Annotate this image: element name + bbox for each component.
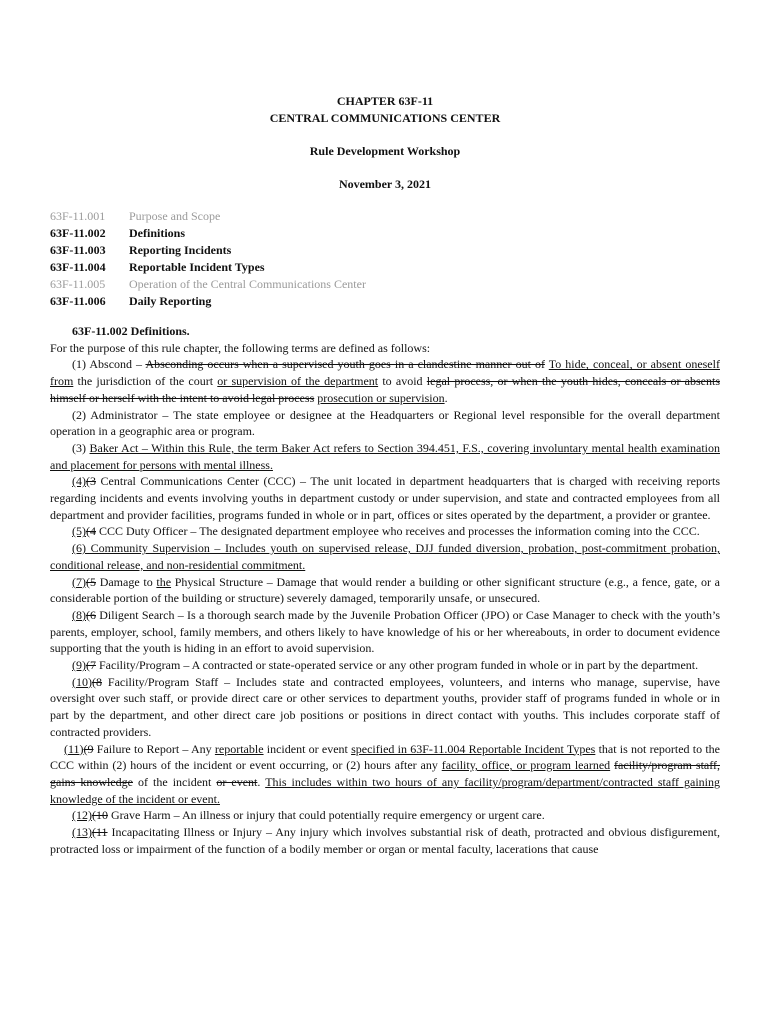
- definition-baker-act: (3) Baker Act – Within this Rule, the term Baker Act refers to Section 394.451, F.S., covering involuntary mental health examination and placement for persons with mental illness.: [50, 440, 720, 472]
- inserted-text: Baker Act – Within this Rule, the term Baker Act refers to Section 394.451, F.S., covering involuntary mental health examination and placement for persons with mental illness.: [50, 440, 720, 472]
- table-of-contents: [50, 208, 366, 310]
- toc-code: 63F-11.004: [50, 260, 106, 274]
- toc-title: Reportable Incident Types: [129, 260, 265, 274]
- inserted-text: (12): [72, 808, 92, 823]
- deleted-text: (9: [83, 741, 94, 756]
- toc-title: Purpose and Scope: [129, 209, 221, 223]
- toc-code: 63F-11.005: [50, 277, 106, 291]
- definition-abscond: (1) Abscond – Absconding occurs when a supervised youth goes in a clandestine manner out of To hide, conceal, or absent oneself from the jurisdiction of the court or supervision of the department to avoid legal process, or when the youth hides, conceals or absents himself or herself with the intent to avoid legal process prosecution or supervision.: [50, 357, 720, 405]
- definition-grave-harm: (12)(10 Grave Harm – An illness or injury that could potentially require emergency or urgent care.: [72, 808, 545, 823]
- definition-failure-to-report: (11)(9 Failure to Report – Any reportable incident or event specified in 63F-11.004 Reportable Incident Types that is not reported to the CCC within (2) hours of the incident or event occurring, or (2) hours after any facility, office, or program learned facility/program staff, gains knowledge of the incident or event. This includes within two hours of any facility/program/department/contracted staff gaining knowledge of the incident or event.: [50, 741, 721, 806]
- workshop-title: Rule Development Workshop: [309, 144, 461, 158]
- chapter-number: CHAPTER 63F-11: [336, 94, 434, 108]
- section-intro: For the purpose of this rule chapter, the following terms are defined as follows:: [50, 340, 431, 355]
- inserted-text: (6) Community Supervision – Includes youth on supervised release, DJJ funded diversion, probation, post-commitment probation, conditional release, and non-residential commitment.: [50, 541, 720, 572]
- workshop-date: November 3, 2021: [338, 177, 432, 191]
- toc-title: Definitions: [129, 226, 186, 240]
- definition-diligent-search: (8)(6 Diligent Search – Is a thorough search made by the Juvenile Probation Officer (JPO) or Case Manager to check with the youth’s parents, employer, school, family members, and others likely to have knowledge of his or her whereabouts, in order to document evidence supporting that the youth is hiding in an effort to avoid supervision.: [50, 607, 720, 656]
- deleted-text: (4: [86, 524, 96, 539]
- inserted-text: (7): [72, 574, 86, 589]
- inserted-text: (11): [64, 741, 84, 756]
- inserted-text: specified in 63F-11.004 Reportable Incident Types: [351, 741, 596, 756]
- inserted-text: To hide, conceal, or absent oneself from: [50, 357, 720, 389]
- deleted-text: (8: [92, 674, 102, 689]
- definition-damage: (7)(5 Damage to the Physical Structure – Damage that would render a building or other significant structure (e.g., a fence, gate, or a considerable portion of the building or structure) severely damaged, temporarily unsafe, or unsecured.: [50, 574, 720, 606]
- deleted-text: or event: [216, 774, 258, 789]
- toc-title: Reporting Incidents: [129, 243, 232, 257]
- definition-administrator: (2) Administrator – The state employee or designee at the Headquarters or Regional level responsible for the overall department operation in a geographic area or program.: [50, 407, 720, 439]
- toc-code: 63F-11.001: [50, 209, 106, 223]
- inserted-text: the: [156, 574, 172, 589]
- deleted-text: Absconding occurs when a supervised youth goes in a clandestine manner out of: [145, 357, 545, 372]
- toc-code: 63F-11.003: [50, 243, 106, 257]
- inserted-text: (10): [72, 674, 92, 689]
- section-heading: 63F-11.002 Definitions.: [72, 324, 190, 338]
- definition-ccc: (4)(3 Central Communications Center (CCC) – The unit located in department headquarters that is charged with receiving reports regarding incidents and events involving youths in department custody or under supervision, and state and contracted employees from all department and provider facilities, programs funded in whole or in part, offices or sites operated by the department, a provider or grantee.: [50, 474, 720, 522]
- inserted-text: prosecution or supervision: [317, 390, 445, 405]
- toc-title: Daily Reporting: [129, 294, 212, 308]
- inserted-text: reportable: [214, 741, 264, 756]
- toc-title: Operation of the Central Communications Center: [129, 277, 366, 291]
- inserted-text: This includes within two hours of any facility/program/department/contracted staff gaining knowledge of the incident or event.: [50, 774, 720, 806]
- toc-row: [50, 225, 366, 242]
- toc-row: [50, 293, 366, 310]
- inserted-text: or supervision of the department: [217, 374, 379, 389]
- deleted-text: (7: [86, 658, 96, 673]
- rule-body: [50, 323, 720, 858]
- inserted-text: (5): [72, 524, 86, 539]
- inserted-text: (8): [72, 607, 86, 622]
- deleted-text: facility/program staff, gains knowledge: [50, 758, 720, 789]
- inserted-text: (4): [72, 474, 86, 489]
- toc-row: [50, 242, 366, 259]
- toc-row: [50, 276, 366, 293]
- toc-code: 63F-11.006: [50, 294, 106, 308]
- toc-code: 63F-11.002: [50, 226, 106, 240]
- deleted-text: (3: [86, 474, 96, 489]
- deleted-text: (10: [92, 808, 108, 823]
- deleted-text: (5: [86, 574, 96, 589]
- toc-row: [50, 259, 366, 276]
- definition-community-supervision: [50, 540, 720, 573]
- toc-row: [50, 208, 366, 225]
- deleted-text: (6: [86, 607, 96, 622]
- definition-ccc-duty-officer: (5)(4 CCC Duty Officer – The designated department employee who receives and processes the information coming into the CCC.: [72, 524, 700, 539]
- chapter-title: CENTRAL COMMUNICATIONS CENTER: [269, 111, 501, 125]
- definition-incapacitating-illness: (13)(11 Incapacitating Illness or Injury – Any injury which involves substantial risk of death, protracted and obvious disfigurement, protracted loss or impairment of the function of a bodily member or organ or mental faculty, lacerations that cause: [50, 825, 720, 856]
- definition-facility-program: (9)(7 Facility/Program – A contracted or state-operated service or any other program funded in whole or in part by the department.: [72, 658, 699, 673]
- inserted-text: facility, office, or program learned: [441, 758, 611, 773]
- deleted-text: (11: [92, 825, 108, 840]
- inserted-text: (9): [72, 658, 86, 673]
- deleted-text: legal process, or when the youth hides, conceals or absents himself or herself with the intent to avoid legal process: [50, 374, 720, 405]
- definition-facility-program-staff: (10)(8 Facility/Program Staff – Includes state and contracted employees, volunteers, and interns who manage, supervise, have oversight over such staff, or provide direct care or other services to department youths, provider staff of programs funded in whole or in part by the department, and other direct care job positions or positions in direct contact with youths. This includes corporate staff of contracted providers.: [50, 674, 720, 739]
- inserted-text: (13): [72, 825, 92, 840]
